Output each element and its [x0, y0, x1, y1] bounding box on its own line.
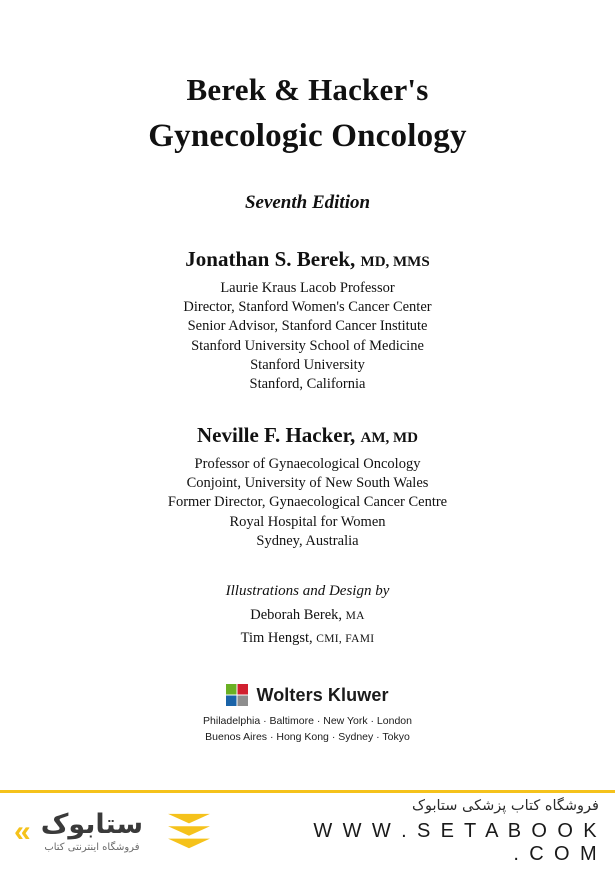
author-name-berek [0, 246, 615, 273]
illustrator-name: Deborah Berek, [250, 606, 343, 623]
watermark-tagline: فروشگاه کتاب پزشکی ستابوک [411, 797, 599, 814]
illustrator-credit [0, 605, 615, 625]
watermark-url: W W W . S E T A B O O K . C O M [313, 819, 599, 865]
affiliation-line: Senior Advisor, Stanford Cancer Institute [187, 318, 428, 335]
wolters-kluwer-logo-icon [226, 684, 248, 706]
watermark-footer-bar [0, 790, 615, 870]
title-block [0, 72, 615, 156]
author-name-text: Neville F. Hacker, [197, 422, 356, 447]
watermark-brand-subtitle: فروشگاه اینترنتی کتاب [44, 841, 140, 853]
publisher-name: Wolters Kluwer [256, 684, 389, 705]
watermark-site-info [300, 798, 615, 866]
watermark-brand-text [41, 810, 143, 853]
publisher-cities [0, 714, 615, 746]
affiliation-line: Stanford University [250, 356, 365, 373]
illustrator-name: Tim Hengst, [240, 629, 313, 646]
affiliation-line: Royal Hospital for Women [229, 513, 386, 530]
watermark-brand [0, 810, 300, 853]
affiliation-line: Professor of Gynaecological Oncology [194, 456, 421, 473]
watermark-brand-name: ستابوک [40, 809, 144, 841]
publisher-cities-line-1: Philadelphia · Baltimore · New York · London [203, 715, 412, 727]
double-chevron-left-icon: « [14, 814, 31, 848]
illustrator-credit [0, 628, 615, 648]
affiliation-line: Stanford University School of Medicine [191, 337, 424, 354]
illustrations-credit-block [0, 581, 615, 648]
author-affiliations-berek [0, 279, 615, 394]
illustrator-degrees: MA [345, 609, 365, 622]
publisher-block [0, 684, 615, 746]
author-degrees: MD, MMS [360, 253, 430, 270]
publisher-logo-row [0, 684, 615, 706]
book-title-line-1: Berek & Hacker's [186, 72, 429, 107]
author-block-hacker [0, 422, 615, 551]
gold-chevron-mark-icon [167, 812, 211, 852]
affiliation-line: Laurie Kraus Lacob Professor [220, 280, 395, 297]
illustrator-degrees: CMI, FAMI [316, 632, 375, 645]
affiliation-line: Conjoint, University of New South Wales [186, 475, 429, 492]
author-name-hacker [0, 422, 615, 449]
affiliation-line: Former Director, Gynaecological Cancer Centre [167, 494, 448, 511]
publisher-cities-line-2: Buenos Aires · Hong Kong · Sydney · Tokyo [205, 730, 410, 743]
book-title-line-2: Gynecologic Oncology [148, 117, 467, 154]
author-degrees: AM, MD [360, 429, 418, 446]
author-block-berek [0, 246, 615, 394]
author-affiliations-hacker [0, 455, 615, 551]
affiliation-line: Stanford, California [249, 375, 366, 392]
affiliation-line: Sydney, Australia [256, 532, 359, 549]
author-name-text: Jonathan S. Berek, [185, 246, 356, 271]
affiliation-line: Director, Stanford Women's Cancer Center [183, 299, 432, 316]
edition-label: Seventh Edition [244, 191, 371, 213]
illustrations-heading: Illustrations and Design by [225, 582, 390, 599]
